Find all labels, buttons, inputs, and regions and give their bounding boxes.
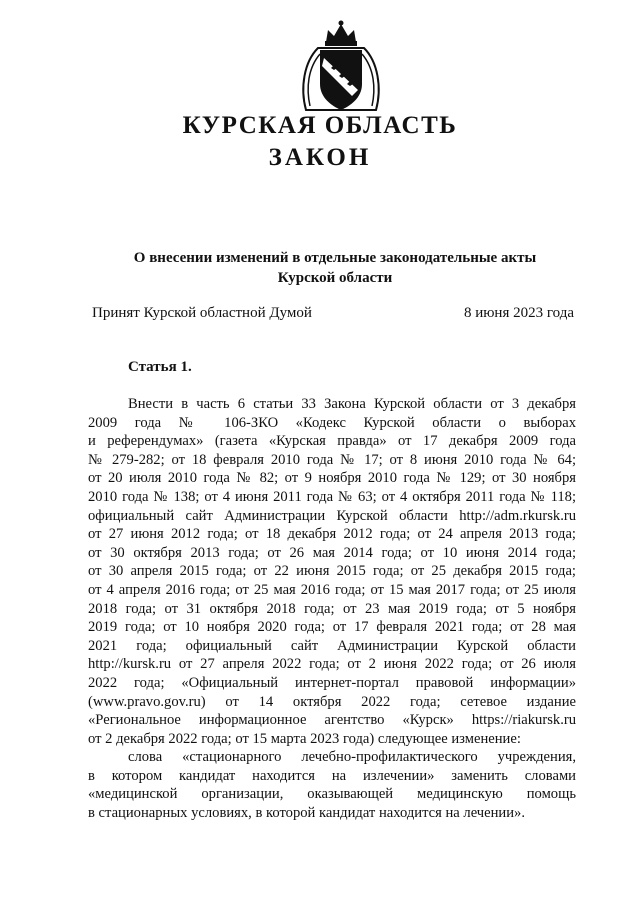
text-line: в котором кандидат находится на излечении» заменить словами — [88, 767, 576, 784]
text-line: и референдумах» (газета «Курская правда» от 17 декабря 2009 года — [88, 433, 576, 450]
text-line: 2019 года; от 10 ноября 2020 года; от 17 февраля 2021 года; от 28 мая — [88, 619, 576, 636]
adopted-by: Принят Курской областной Думой — [92, 305, 312, 321]
article-heading: Статья 1. — [128, 359, 192, 375]
text-line: от 2 декабря 2022 года; от 15 марта 2023 года) следующее изменение: — [88, 730, 521, 747]
law-title: ЗАКОН — [268, 144, 372, 171]
region-title: КУРСКАЯ ОБЛАСТЬ — [182, 112, 458, 139]
text-line: от 30 октября 2013 года; от 26 мая 2014 года; от 10 июня 2014 года; — [88, 544, 576, 561]
text-line: в стационарных условиях, в которой кандидат находится на лечении». — [88, 805, 525, 822]
text-line: от 27 июня 2012 года; от 18 декабря 2012 года; от 24 апреля 2013 года; — [88, 526, 576, 543]
text-line: от 4 апреля 2016 года; от 25 мая 2016 года; от 15 мая 2017 года; от 25 июля — [88, 581, 576, 598]
text-line: 2022 года; «Официальный интернет-портал правовой информации» — [88, 674, 576, 691]
adoption-date: 8 июня 2023 года — [463, 305, 574, 321]
text-line: от 30 апреля 2015 года; от 22 июня 2015 года; от 25 декабря 2015 года; — [88, 563, 576, 580]
document-subject-line: О внесении изменений в отдельные законодательные акты — [133, 250, 537, 266]
text-line: № 279-282; от 18 февраля 2010 года № 17; от 8 июня 2010 года № 64; — [88, 451, 576, 468]
text-line: от 20 июля 2010 года № 82; от 9 ноября 2010 года № 129; от 30 ноября — [88, 470, 576, 487]
document-subject — [100, 248, 570, 288]
text-line: «Региональное информационное агентство «Курск» https://riakursk.ru — [88, 712, 576, 729]
text-line: официальный сайт Администрации Курской области http://adm.rkursk.ru — [88, 507, 576, 524]
text-line: 2010 года № 138; от 4 июня 2011 года № 63; от 4 октября 2011 года № 118; — [88, 488, 576, 505]
kursk-coat-of-arms-icon — [298, 18, 384, 114]
text-line: http://kursk.ru от 27 апреля 2022 года; от 2 июня 2022 года; от 26 июля — [88, 656, 576, 673]
adoption-info — [92, 303, 574, 323]
text-line: Внести в часть 6 статьи 33 Закона Курской области от 3 декабря — [128, 396, 576, 412]
text-line: «медицинской организации, оказывающей медицинскую помощь — [88, 786, 576, 803]
text-line: (www.pravo.gov.ru) от 14 октября 2022 года; сетевое издание — [88, 693, 576, 710]
text-line: 2021 года; официальный сайт Администрации Курской области — [88, 637, 576, 654]
text-line: 2018 года; от 31 октября 2018 года; от 23 мая 2019 года; от 5 ноября — [88, 600, 576, 617]
text-line: слова «стационарного лечебно-профилактического учреждения, — [128, 749, 576, 766]
text-line: 2009 года № 106-ЗКО «Кодекс Курской области о выборах — [88, 414, 576, 431]
article-body — [88, 395, 576, 823]
paragraph-1 — [88, 395, 576, 748]
document-subject-line: Курской области — [277, 270, 393, 286]
paragraph-2 — [88, 748, 576, 822]
